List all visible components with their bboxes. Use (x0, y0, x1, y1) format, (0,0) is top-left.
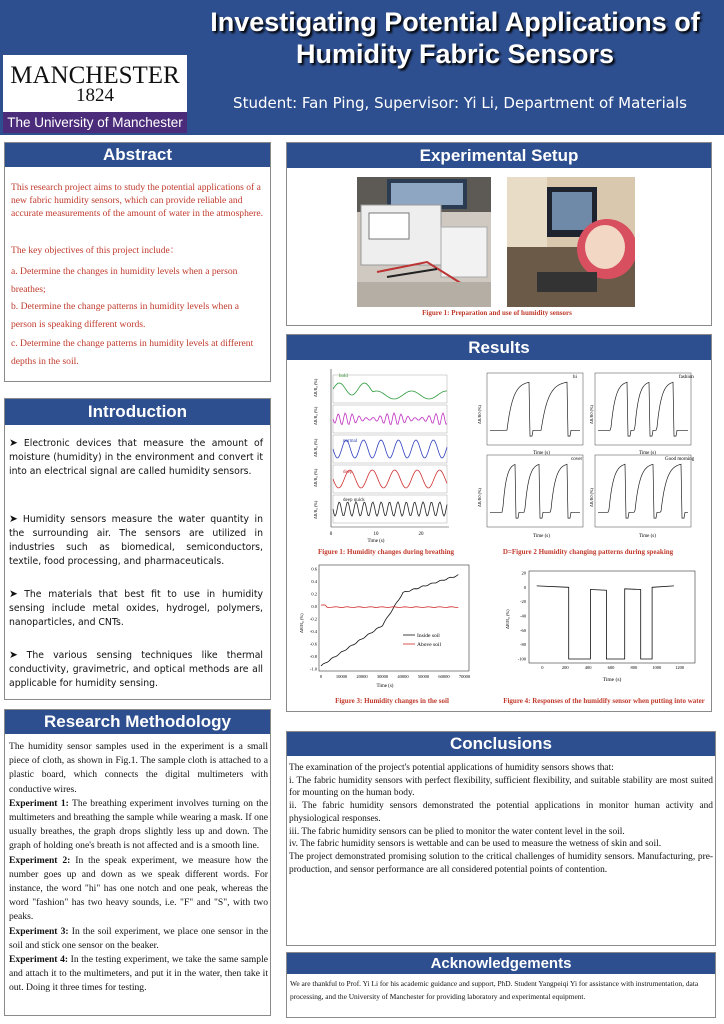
poster-subtitle: Student: Fan Ping, Supervisor: Yi Li, Department of Materials (233, 94, 687, 112)
introduction-panel (4, 398, 271, 700)
experiment-4-text: In the testing experiment, we take the same sample and attach it to the multimeters, and put it in the water, then take it out. Doing it three times for testing. (9, 954, 268, 994)
intro-bullet-2: ➤ Humidity sensors measure the water quantity in the surrounding air. The sensors are utilized in industries such as biomedical, semiconductors, textile, food processing, and pharmaceuticals. (9, 514, 263, 567)
fig4-xlabel: Time (s) (602, 677, 622, 683)
introduction-heading: Introduction (5, 399, 270, 425)
methodology-panel (4, 709, 271, 1016)
fig1-xtick-1: 10 (373, 532, 379, 537)
intro-bullet-1-text: Electronic devices that measure the amount of moisture (humidity) in the environment and convert it into an electrical signal are called humidity sensors. (9, 438, 263, 477)
fig2-ylabel-4: ΔR/R0 (%) (589, 488, 594, 507)
fig3-caption: Figure 3: Humidity changes in the soil (335, 697, 449, 705)
fig2-caption: D=Figure 2 Humidity changing patterns during speaking (502, 548, 674, 556)
fig3-xtick: 10000 (335, 674, 348, 679)
methodology-text (9, 740, 268, 996)
breathing-chart (309, 367, 459, 547)
fig4-xtick: 400 (584, 665, 592, 670)
fig1-xlabel: Time (s) (367, 539, 385, 544)
intro-bullet-4: ➤ The various sensing techniques like thermal conductivity, gravimetric, and optical methods are all applicable for humidity sensing. (9, 650, 263, 689)
results-panel (286, 334, 712, 712)
fig3-ytick: 0.0 (311, 604, 317, 609)
methodology-intro: The humidity sensor samples used in the experiment is a small piece of cloth, as shown in Fig.1. The sample cloth is attached to a plastic board, which connects the digital multimeters with conductive wires. (9, 741, 268, 795)
poster-title: Investigating Potential Applications of Humidity Fabric Sensors (210, 7, 700, 69)
fig4-caption: Figure 4: Responses of the humidify sensor when putting into water (503, 697, 705, 705)
fig3-legend-inside: Inside soil (417, 633, 440, 639)
fig1-trace (333, 502, 447, 516)
poster-header (0, 0, 724, 135)
fig1-label-deep: deep (343, 470, 353, 475)
fig3-ylabel: ΔR/R₀ (%) (299, 613, 304, 633)
fig4-ytick: 0 (523, 584, 526, 590)
abstract-panel (4, 142, 271, 382)
fig4-xtick: 600 (607, 665, 615, 670)
conclusions-panel (286, 731, 716, 946)
conclusions-intro: The examination of the project's potential applications of humidity sensors shows that: (289, 763, 614, 773)
experiment-1-text: The breathing experiment involves turning on the multimeters and breathing the sample while wearing a mask. If one usually breathes, the graph drops slightly less up and down. The graph of holding one's breath is not affected and is a smooth line. (9, 797, 268, 852)
logo-wordmark: MANCHESTER (10, 62, 180, 89)
fig4-ytick: -20 (520, 599, 526, 605)
experiment-4-label: Experiment 4: (9, 954, 69, 966)
fig3-ytick: -0.6 (309, 641, 317, 647)
fig4-xtick: 800 (630, 665, 638, 670)
experiment-2-text: In the speak experiment, we measure how the number goes up and down as we speak different words. For instance, the word "hi" has one notch and one peak, whereas the word "fashion" has two heavy sounds, i.e. "F" and "S", with two peaks. (9, 854, 268, 923)
fig1-label-deep-quick: deep quick (343, 498, 365, 503)
water-chart (501, 567, 701, 691)
fig3-ytick: -1.0 (309, 666, 317, 672)
fig2-trace (490, 464, 580, 518)
fig1-ylabel-1: ΔR/R₀ (%) (313, 378, 318, 397)
abstract-objective-c: c. Determine the change patterns in humidity levels at different depths in the soil. (11, 338, 254, 367)
abstract-objective-b: b. Determine the change patterns in humidity levels when a person is speaking different words. (11, 301, 240, 330)
speaking-chart (473, 369, 705, 544)
fig2-xlabel-2: Time (s) (639, 451, 656, 456)
fig1-xtick-0: 0 (329, 532, 333, 537)
abstract-heading: Abstract (5, 143, 270, 167)
logo-university-name: The University of Manchester (3, 112, 187, 133)
conclusions-text (289, 762, 713, 876)
fig1-trace (333, 383, 447, 399)
fig3-ytick: -0.2 (309, 616, 317, 622)
fig3-ytick: 0.6 (311, 566, 317, 572)
fig1-ylabel-3: ΔR/R₀ (%) (313, 438, 318, 457)
fig3-xtick: 30000 (376, 674, 389, 679)
fig1-ylabel-2: ΔR/R₀ (%) (313, 406, 318, 425)
fig2-ylabel-2: ΔR/R0 (%) (589, 405, 594, 424)
fig2-xlabel-1: Time (s) (533, 451, 550, 456)
fig3-xtick: 40000 (397, 674, 409, 679)
setup-heading: Experimental Setup (287, 143, 711, 168)
conclusions-closing: The project demonstrated promising solution to the critical challenges of humidity sensors. Manufacturing, pre-production, and sensor performance are all considered potential points of contention. (289, 851, 713, 875)
fig3-ytick: 0.4 (311, 579, 317, 584)
experiment-3-label: Experiment 3: (9, 925, 69, 937)
fig2-ylabel-1: ΔR/R0 (%) (477, 405, 482, 424)
soil-chart (297, 561, 477, 693)
fig4-xtick: 200 (561, 665, 569, 670)
abstract-objective-a: a. Determine the changes in humidity levels when a person breathes; (11, 266, 238, 295)
acknowledgements-panel (286, 952, 716, 1018)
fig3-ytick: -0.8 (309, 654, 317, 659)
methodology-heading: Research Methodology (5, 710, 270, 734)
fig4-ytick: -40 (520, 613, 526, 619)
intro-bullet-1: ➤ Electronic devices that measure the amount of moisture (humidity) in the environment and convert it into an electrical signal are called humidity sensors. (9, 438, 263, 477)
fig2-trace (598, 382, 688, 436)
abstract-intro: This research project aims to study the potential applications of a new fabric humidity sensors, which can provide reliable and accurate measurements of the amount of water in the atmosphere. (11, 182, 263, 219)
sensor-use-photo (507, 177, 635, 307)
conclusion-item-4: iv. The fabric humidity sensors is wettable and can be used to measure the wetness of skin and soil. (289, 839, 662, 850)
fig4-xtick: 1200 (675, 665, 685, 670)
intro-bullet-3-text: The materials that best fit to use in humidity sensing include metal oxides, hydrogel, polymers, nanoparticles, and CNTs. (9, 589, 263, 628)
fig2-xlabel-4: Time (s) (639, 534, 656, 539)
university-logo (3, 55, 187, 133)
fig3-xtick: 0 (319, 674, 323, 679)
intro-bullet-3: ➤ The materials that best fit to use in humidity sensing include metal oxides, hydrogel, polymers, nanoparticles, and CNTs. (9, 589, 263, 628)
fig3-xtick: 60000 (438, 674, 450, 679)
fig4-ytick: -80 (520, 642, 526, 648)
fig2-title-good-morning: Good morning (665, 457, 695, 462)
experiment-2-label: Experiment 2: (9, 854, 71, 866)
acknowledgements-heading: Acknowledgements (287, 953, 715, 974)
conclusion-item-3: iii. The fabric humidity sensors can be plied to monitor the water content level in the soil. (289, 826, 625, 837)
intro-bullet-2-text: Humidity sensors measure the water quantity in the surrounding air. The sensors are utilized in industries such as biomedical, semiconductors, textile, food processing, and pharmaceuticals. (9, 514, 263, 567)
fig1-trace (333, 413, 447, 425)
acknowledgements-text: We are thankful to Prof. Yi Li for his academic guidance and support, PhD. Student Yangpeiqi Yi for assistance with instrumentation, data processing, and the University of Manchester for providing laboratory and experimental equipment. (290, 979, 699, 1001)
fig2-title-hi: hi (573, 375, 577, 380)
conclusion-item-2: ii. The fabric humidity sensors demonstrated the potential applications in monitor human activity and physiological responses. (289, 801, 713, 824)
fig2-trace (598, 464, 688, 518)
conclusion-item-1: i. The fabric humidity sensors with perfect flexibility, sufficient flexibility, and suitable stability are most suited for mounting on the human body. (289, 775, 713, 799)
fig1-caption: Figure 1: Humidity changes during breathing (317, 548, 455, 556)
fig4-ytick: -60 (520, 627, 526, 633)
fig2-xlabel-3: Time (s) (533, 534, 550, 539)
fig2-panel-frame (487, 455, 583, 527)
setup-caption: Figure 1: Preparation and use of humidity sensors (422, 309, 572, 317)
fig2-title-fashion: fashion (679, 375, 694, 380)
fig4-ylabel: ΔR/R₀ (%) (505, 609, 510, 629)
sensor-setup-photo (357, 177, 491, 307)
fig3-xtick: 50000 (417, 674, 430, 679)
fig2-panel-frame (487, 373, 583, 445)
fig3-xlabel: Time (s) (376, 684, 394, 689)
intro-bullet-4-text: The various sensing techniques like thermal conductivity, gravimetric, and optical methods are all applicable for humidity sensing. (9, 650, 263, 689)
fig3-xtick: 70000 (458, 674, 471, 679)
experiment-3-text: In the soil experiment, we place one sensor in the soil and stick one sensor on the beaker. (9, 925, 269, 951)
logo-year: 1824 (76, 85, 114, 106)
fig1-ylabel-5: ΔR/R₀ (%) (313, 500, 318, 519)
fig4-xtick: 0 (541, 665, 544, 670)
results-heading: Results (287, 335, 711, 360)
fig1-xtick-2: 20 (418, 532, 424, 537)
fig3-ytick: 0.2 (311, 591, 317, 597)
fig3-legend-above: Above soil (417, 642, 441, 648)
fig1-ylabel-4: ΔR/R₀ (%) (313, 468, 318, 487)
experiment-1-label: Experiment 1: (9, 797, 69, 809)
setup-panel (286, 142, 712, 326)
fig2-trace (490, 382, 580, 436)
abstract-objectives-label: The key objectives of this project include： (11, 245, 180, 256)
fig2-ylabel-3: ΔR/R0 (%) (477, 488, 482, 507)
fig4-ytick: -100 (517, 656, 526, 662)
fig4-ytick: 20 (521, 570, 526, 576)
fig2-title-cover: cover (571, 457, 583, 462)
conclusions-heading: Conclusions (287, 732, 715, 756)
fig3-ytick: -0.4 (309, 629, 317, 634)
fig3-xtick: 20000 (356, 674, 368, 679)
fig1-label-hold: hold (339, 374, 348, 379)
fig4-xtick: 1000 (652, 665, 662, 670)
fig1-label-normal: normal (343, 439, 358, 444)
